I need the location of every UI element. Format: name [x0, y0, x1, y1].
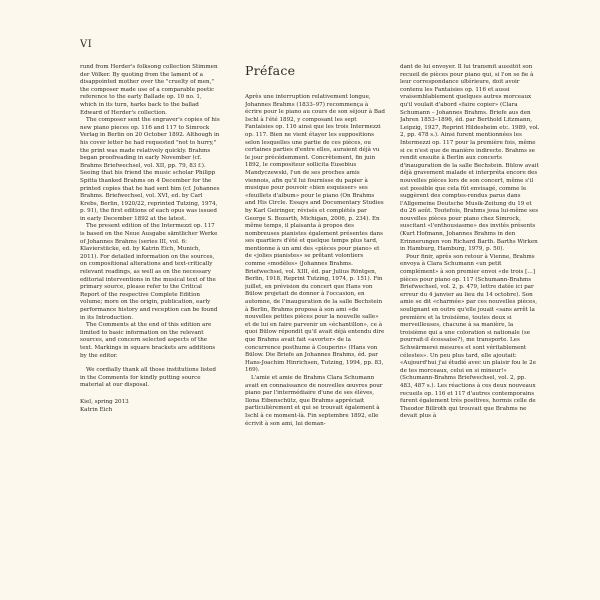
paragraph: Après une interruption relativement longue, Johannes Brahms (1833–97) recommença à écrire pour le piano au cours de son séjour à Bad Ischl à l'été 1892, y composant les sept Fantaisies op. 116 ainsi que les trois Intermezzi op. 117. Bien ne vient étayer les suppositions selon lesquelles une partie de ces pièces, ou certaines parties d'entre elles, auraient déjà vu le jour précédemment. Concrètement, fin juin 1892, le compositeur sollicita Eusebius Mandyczewski, l'un de ses proches amis viennois, afin qu'il lui fournisse du papier à musique pour pouvoir «bien esquisser» ses «feuillets d'album» pour le piano (On Brahms and His Circle. Essays and Documentary Studies by Karl Geiringer, révisés et complétés par George S. Bozarth, Michigan, 2006, p. 234). En même temps, il plaisanta à propos des nombreuses pianistes également présentes dans ses quartiers d'été et quelque temps plus tard, mentionne à un ami des «pièces pour piano» et de «jolies pianistes» se prêtant volontiers comme «modèles» (Johannes Brahms. Briefwechsel, vol. XIII, éd. par Julius Röntgen, Berlin, 1918, Reprint Tutzing, 1974, p. 151). Fin juillet, en prévision du concert que Hans von Bülow projetait de donner à l'occasion, en automne, de l'inauguration de la salle Bechstein à Berlin, Brahms proposa à son ami «de nouvelles petites pièces pour la nouvelle salle» et de lui en faire parvenir un «échantillon», ce à quoi Bülow répondit qu'il avait déjà entendu dire que Brahms avait fait «avorter» de la concurrence posthume à Couperin» (Hans von Bülow. Die Briefe an Johannes Brahms, éd. par Hans-Joachim Hinrichsen, Tutzing, 1994, pp. 83, 169).	[245, 94, 385, 374]
paragraph: The composer sent the engraver's copies of his new piano pieces op. 116 and 117 to Simrock Verlag in Berlin on 20 October 1892. Although in his cover letter he had requested "not to hurry," the print was made relatively quickly. Brahms began proofreading in early November (cf. Brahms Briefwechsel, vol. XII, pp. 79, 83 f.). Seeing that his friend the music scholar Philipp Spitta thanked Brahms on 4 December for the printed copies that he had sent him (cf. Johannes Brahms. Briefwechsel, vol. XVI, ed. by Carl Krebs, Berlin, 1920/22, reprinted Tutzing, 1974, p. 91), the first editions of each opus was issued in early December 1892 at the latest.	[80, 117, 220, 222]
paragraph: L'amie et amie de Brahms Clara Schumann avait en connaissance de nouvelles œuvres pour piano par l'intermédiaire d'une de ses élèves, Ilona Eibenschütz, que Brahms appréciait particulièrement et qui se trouvait également à Ischl à ce moment-là. Fin septembre 1892, elle écrivit à son ami, lui deman-	[245, 374, 383, 427]
column-french-1	[245, 64, 385, 584]
signature	[80, 399, 220, 414]
column-english	[80, 64, 220, 584]
paragraph: Pour finir, après son retour à Vienne, Brahms envoya à Clara Schumann «un petit complément» à son premier envoi «de trois […] pièces pour piano op. 117 (Schumann-Brahms Briefwechsel, vol. 2, p. 479, lettre datée ici par erreur du 4 janvier au lieu du 14 octobre). Son amie se dit «charmée» par ces nouvelles pièces, soulignant en outre qu'elle jouait «sans arrêt la première et la troisième, toutes deux si merveilleuses, chacune à sa manière, la troisième qui a une coloration si nationale (se pourrait-il écossaise?), me transporte. Les Schwärmerei mesures et sont véritablement célestes». Un peu plus tard, elle ajoutait: «Aujourd'hui j'ai étudié avec un plaisir fou le 2e de tes morceaux, celui en si mineur!» (Schumann-Brahms Briefwechsel, vol. 2, pp. 483, 487 s.). Les réactions à ces deux nouveaux recueils op. 116 et 117 d'autres contemporains furent également très positives, hormis celle de Theodor Billroth qui trouvait que Brahms ne devait plus à	[400, 253, 537, 420]
signature-name: Katrin Eich	[80, 406, 113, 413]
paragraph: dant de lui envoyer. Il lui transmit aussitôt son recueil de pièces pour piano qui, si l'on se fie à leur correspondance ultérieure, doit avoir contenu les Fantaisies op. 116 et aussi vraisemblablement quelques autres morceaux qu'il voulait d'abord «faire copier» (Clara Schumann – Johannes Brahms. Briefe aus den Jahren 1853–1896, éd. par Berthold Litzmann, Leipzig, 1927, Reprint Hildesheim etc. 1989, vol. 2, pp. 478 s.). Ainsi furent mentionnées les Intermezzi op. 117 pour la première fois, même si ce n'est que de manière indirecte. Brahms se rendit ensuite à Berlin aux concerts d'inauguration de la salle Bechstein. Bülow avait déjà gravement malade et interpréta encore des nouvelles pièces lors de son concert, même s'il est possible que cela fût envisagé, comme le suggèrent des comptes-rendus parus dans l'Allgemeine Deutsche Musik-Zeitung du 19 et du 26 août. Toutefois, Brahms joua lui-même ses nouvelles pièces pour piano chez Simrock, suscitant «l'enthousiasme» des invités présents (Kurt Hofmann, Johannes Brahms in den Erinnerungen von Richard Barth. Barths Wirken in Hamburg, Hamburg, 1979, p. 50).	[400, 64, 540, 253]
signature-place: Kiel, spring 2013	[80, 398, 129, 405]
page-number: VI	[80, 39, 93, 50]
column-french-2	[400, 64, 540, 584]
preface-title: Préface	[245, 64, 296, 78]
paragraph: rund from Herder's folksong collection Stimmen der Völker. By quoting from the lament of a disappointed mother over the "cruelty of men," the composer made use of a comparable poetic reference to the early Ballade op. 10 no. 1, which in its turn, harks back to the ballad Edward of Herder's collection.	[80, 64, 218, 116]
paragraph: The Comments at the end of this edition are limited to basic information on the relevant sources, and concern selected aspects of the text. Markings in square brackets are additions by the editor.	[80, 322, 216, 359]
paragraph: The present edition of the Intermezzi op. 117 is based on the Neue Ausgabe sämtlicher Werke of Johannes Brahms (series III, vol. 6: Klavierstücke, ed. by Katrin Eich, Munich, 2011). For detailed information on the sources, on compositional alterations and text-critically relevant readings, as well as on the necessary editorial interventions in the musical text of the primary source, please refer to the Critical Report of the respective Complete Edition volume; more on the origin, publication, early performance history and reception can be found in its Introduction.	[80, 223, 218, 321]
paragraph: We cordially thank all those institutions listed in the Comments for kindly putting source material at our disposal.	[80, 367, 216, 389]
